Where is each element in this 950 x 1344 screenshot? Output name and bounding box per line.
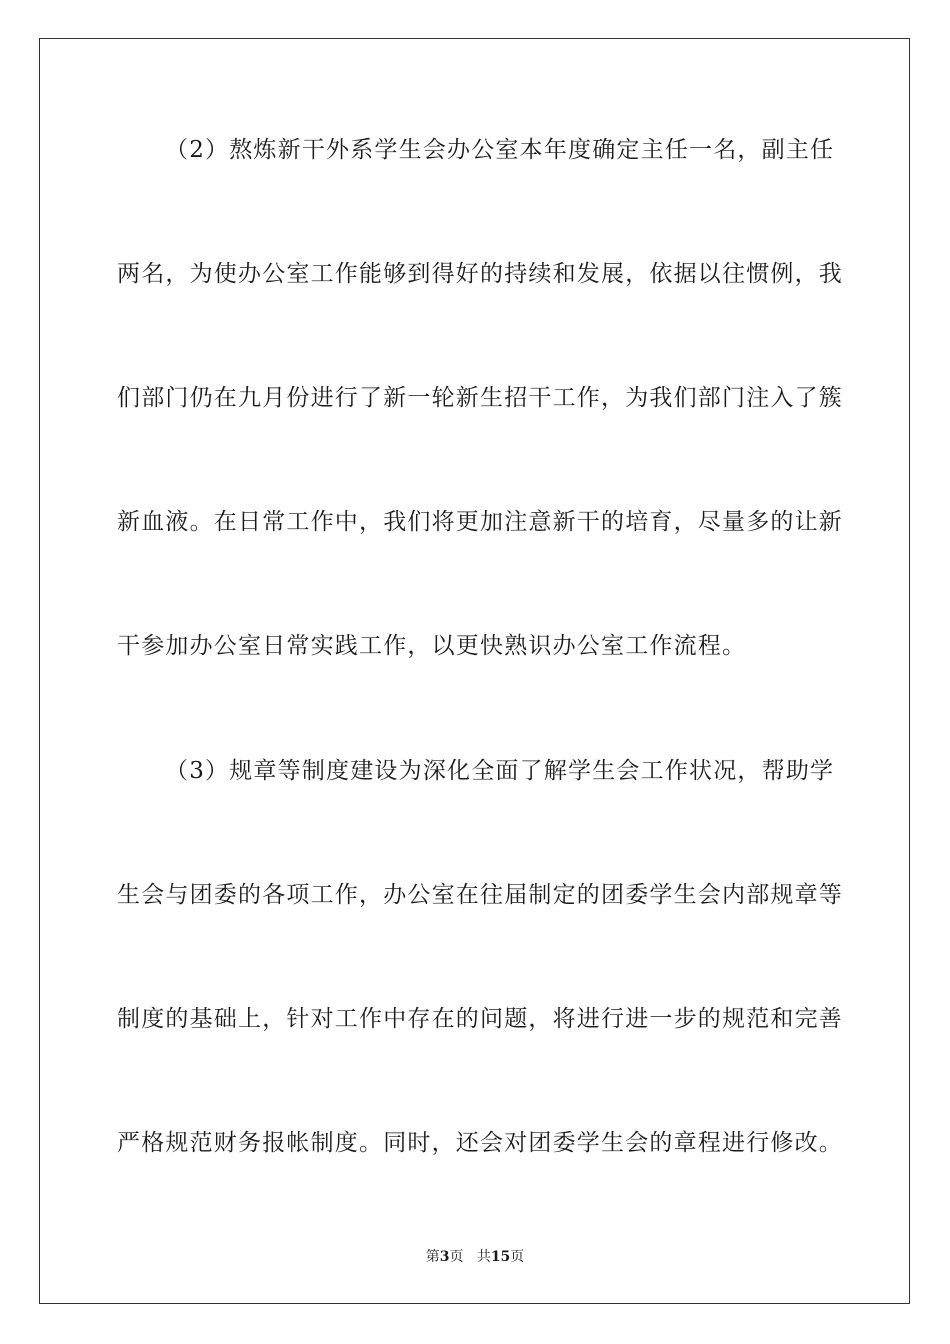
footer-total-pages: 15: [490, 1249, 511, 1265]
page-border: [39, 38, 910, 1304]
paragraph-2-line-4: 新血液。在日常工作中，我们将更加注意新干的培育，尽量多的让新: [117, 509, 843, 535]
paragraph-3-line-4: 严格规范财务报帐制度。同时，还会对团委学生会的章程进行修改。: [117, 1130, 843, 1156]
page-footer: [0, 1248, 950, 1266]
footer-page-suffix: 页: [449, 1249, 464, 1265]
paragraph-3-line-3: 制度的基础上，针对工作中存在的问题，将进行进一步的规范和完善: [117, 1006, 843, 1032]
paragraph-3-line-1: （3）规章等制度建设为深化全面了解学生会工作状况，帮助学: [165, 758, 835, 784]
paragraph-2-line-2: 两名，为使办公室工作能够到得好的持续和发展，依据以往惯例，我: [117, 261, 843, 287]
paragraph-2-line-5: 干参加办公室日常实践工作，以更快熟识办公室工作流程。: [117, 633, 747, 659]
footer-total-prefix: 共: [476, 1249, 491, 1265]
footer-total-suffix: 页: [510, 1249, 525, 1265]
paragraph-2-line-3: 们部门仍在九月份进行了新一轮新生招干工作，为我们部门注入了簇: [117, 385, 843, 411]
footer-page-prefix: 第: [425, 1249, 440, 1265]
paragraph-2-line-1: （2）熬炼新干外系学生会办公室本年度确定主任一名，副主任: [165, 137, 835, 163]
paragraph-3-line-2: 生会与团委的各项工作，办公室在往届制定的团委学生会内部规章等: [117, 882, 843, 908]
footer-page-number: 3: [439, 1249, 450, 1265]
